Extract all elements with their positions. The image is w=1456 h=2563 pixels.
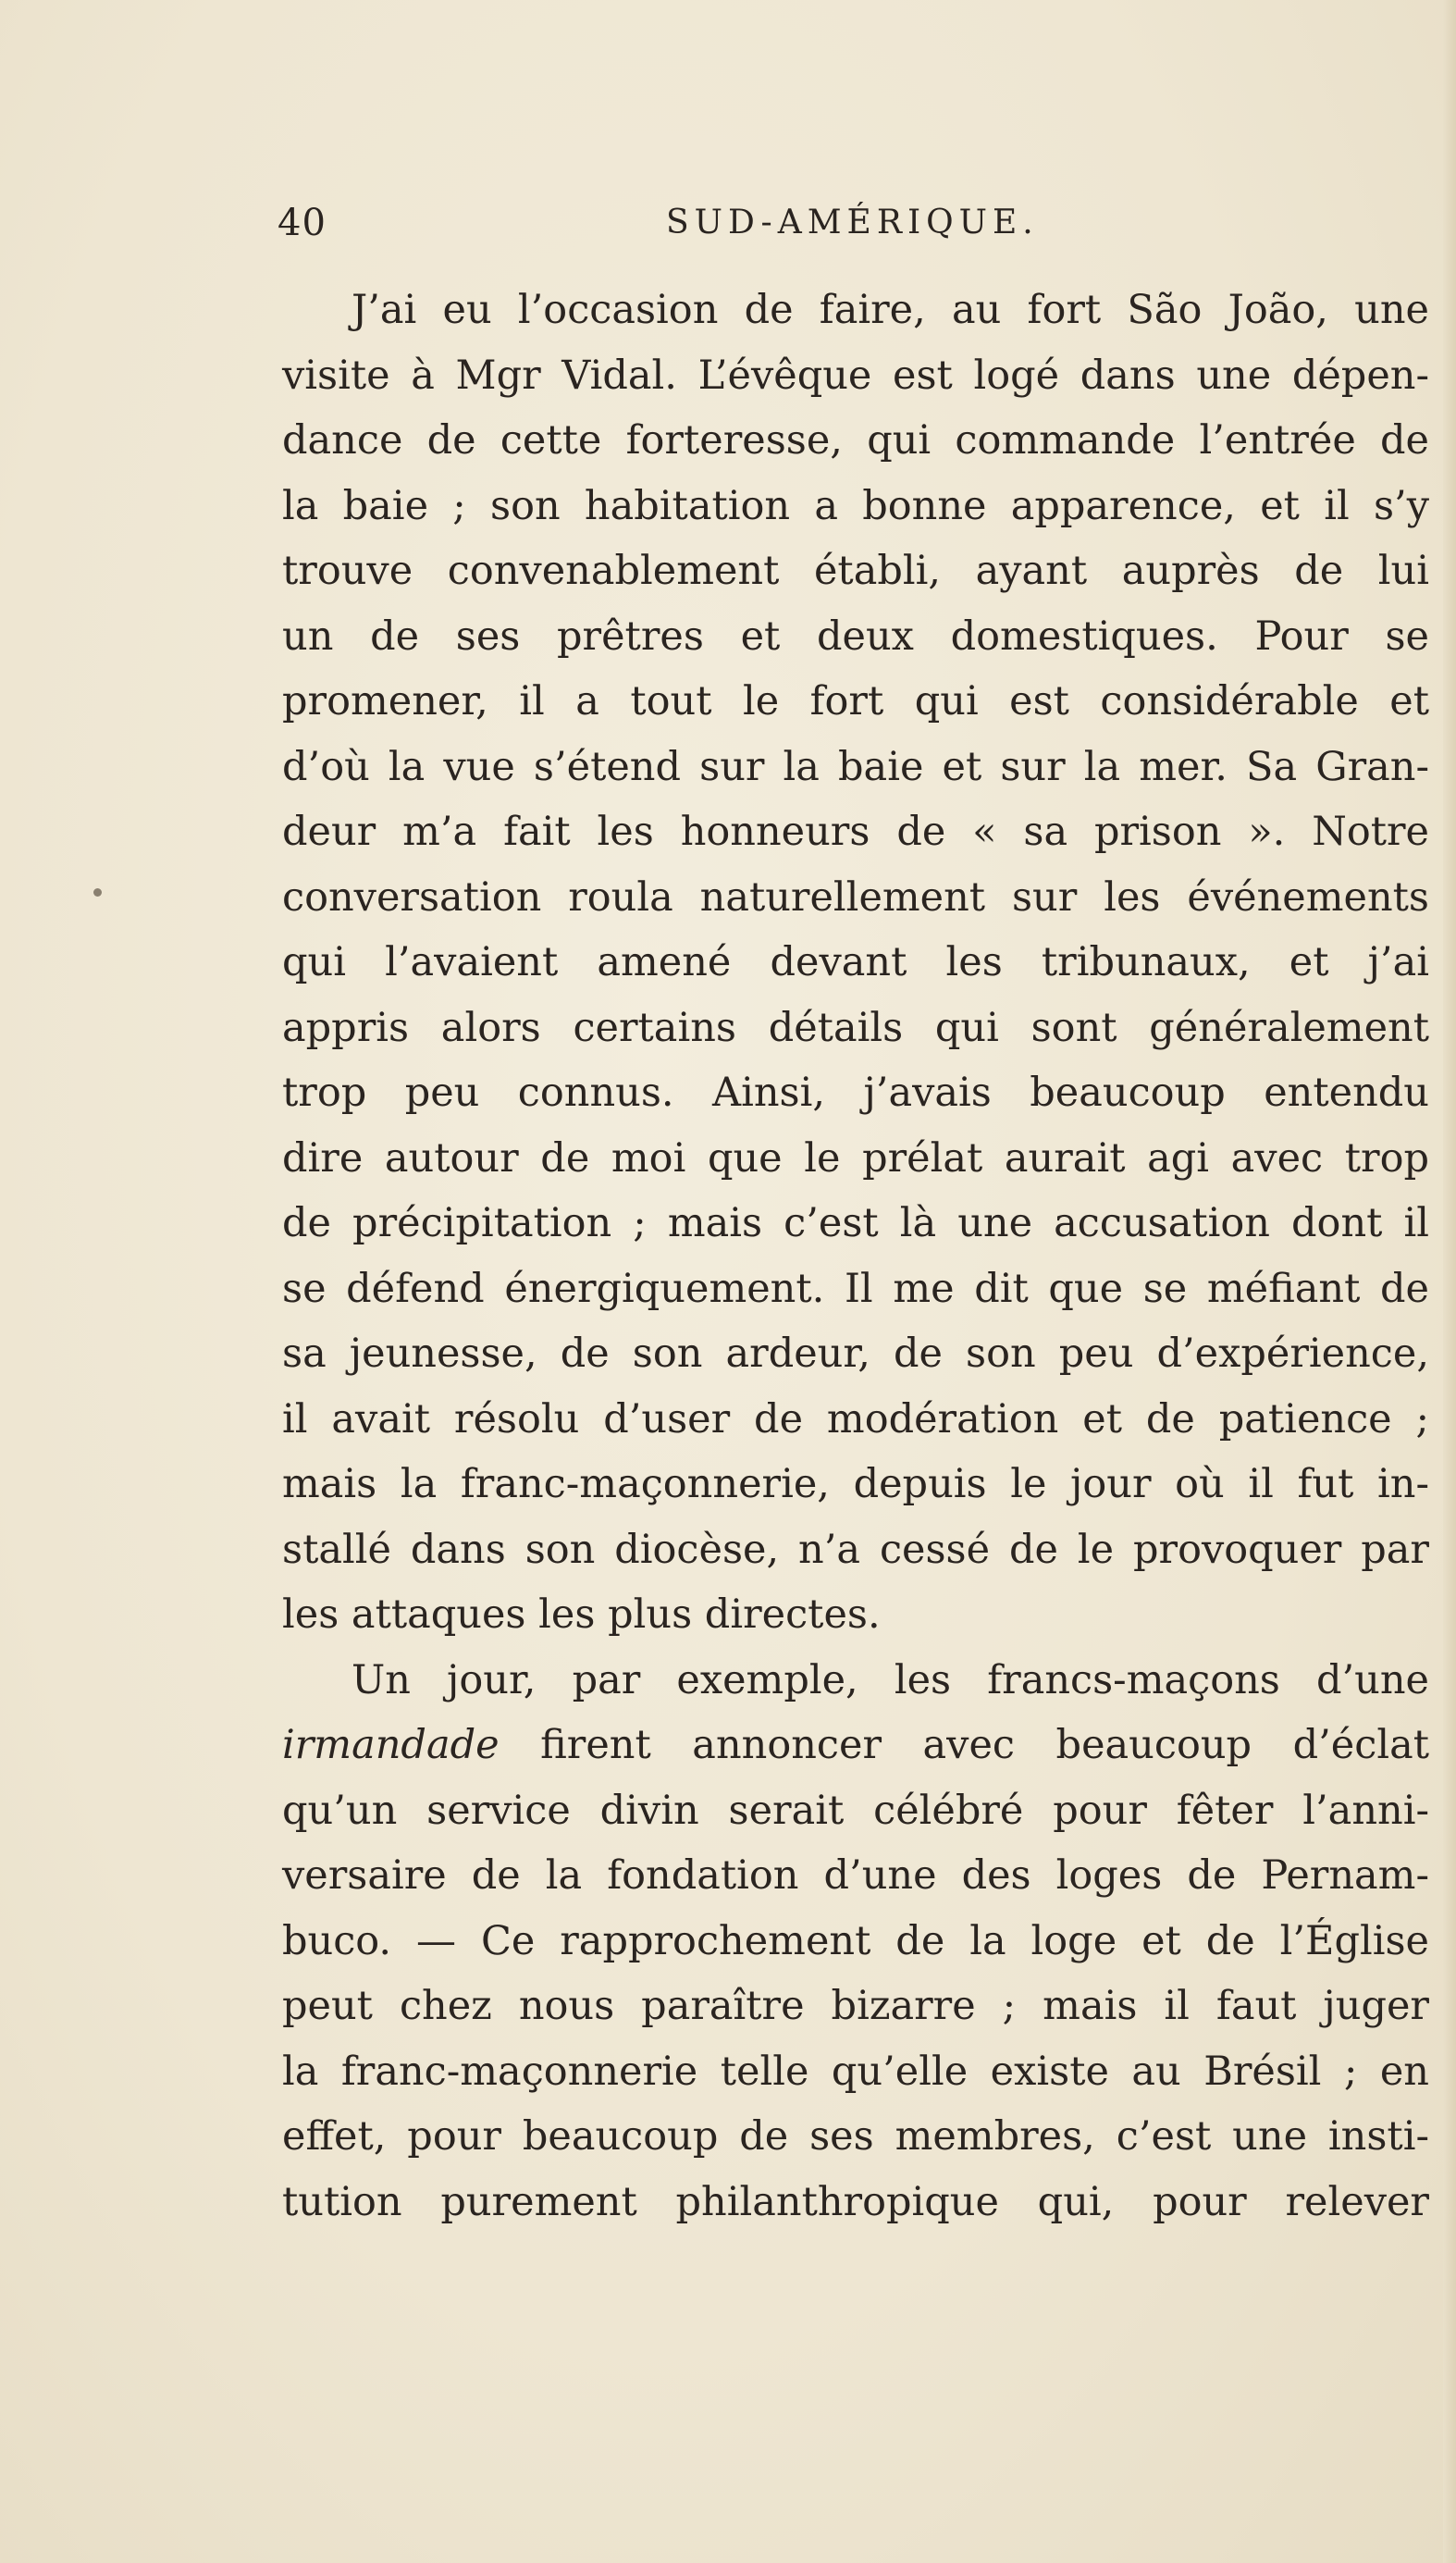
text-line: dance de cette forteresse, qui commande l’entrée de xyxy=(282,417,1429,464)
text-line: qu’un service divin serait célébré pour fêter l’anni- xyxy=(282,1787,1429,1834)
italic-term: irmandade xyxy=(282,1722,500,1768)
text-line: effet, pour beaucoup de ses membres, c’est une insti- xyxy=(282,2113,1429,2160)
text-line: versaire de la fondation d’une des loges de Pernam- xyxy=(282,1852,1429,1899)
text-line: conversation roula naturellement sur les événements xyxy=(282,873,1429,921)
text-line: J’ai eu l’occasion de faire, au fort São João, une xyxy=(352,287,1429,333)
text-line: se défend énergiquement. Il me dit que se méfiant de xyxy=(282,1265,1429,1312)
text-line: appris alors certains détails qui sont généralement xyxy=(282,1004,1429,1051)
text-line: trop peu connus. Ainsi, j’avais beaucoup entendu xyxy=(282,1070,1429,1116)
text-line: mais la franc-maçonnerie, depuis le jour où il fut in- xyxy=(282,1461,1429,1507)
text-line: buco. — Ce rapprochement de la loge et de l’Église xyxy=(282,1917,1429,1964)
text-line: de précipitation ; mais c’est là une accusation dont il xyxy=(282,1200,1429,1246)
text-line: tution purement philanthropique qui, pour relever xyxy=(282,2178,1429,2225)
text-line: promener, il a tout le fort qui est considérable et xyxy=(282,678,1429,724)
text-line: il avait résolu d’user de modération et de patience ; xyxy=(282,1395,1429,1442)
text-line: deur m’a fait les honneurs de « sa prison ». Notre xyxy=(282,809,1429,855)
body-text xyxy=(282,278,1429,2235)
running-title: SUD-AMÉRIQUE. xyxy=(666,204,1039,241)
text-line: la franc-maçonnerie telle qu’elle existe au Brésil ; en xyxy=(282,2048,1429,2095)
ink-speck xyxy=(93,888,102,897)
text-line: la baie ; son habitation a bonne apparence, et il s’y xyxy=(282,482,1429,529)
text-line: qui l’avaient amené devant les tribunaux, et j’ai xyxy=(282,939,1429,985)
text-line: stallé dans son diocèse, n’a cessé de le provoquer par xyxy=(282,1526,1429,1573)
text-line: trouve convenablement établi, ayant auprès de lui xyxy=(282,548,1429,594)
text-line: dire autour de moi que le prélat aurait agi avec trop xyxy=(282,1134,1429,1182)
text-line: Un jour, par exemple, les francs-maçons d’une xyxy=(352,1656,1429,1703)
text-line: irmandade firent annoncer avec beaucoup d’éclat xyxy=(282,1722,1429,1768)
text-line: d’où la vue s’étend sur la baie et sur la mer. Sa Gran- xyxy=(282,743,1429,790)
page-edge xyxy=(1443,0,1456,2563)
text-line: un de ses prêtres et deux domestiques. Pour se xyxy=(282,613,1429,660)
text-line: peut chez nous paraître bizarre ; mais il faut juger xyxy=(282,1983,1429,2029)
page-header xyxy=(278,202,1425,257)
text-line: visite à Mgr Vidal. L’évêque est logé dans une dépen- xyxy=(282,352,1429,399)
page-number: 40 xyxy=(278,202,327,244)
text-line: les attaques les plus directes. xyxy=(282,1591,881,1638)
text-line: sa jeunesse, de son ardeur, de son peu d’expérience, xyxy=(282,1331,1429,1377)
